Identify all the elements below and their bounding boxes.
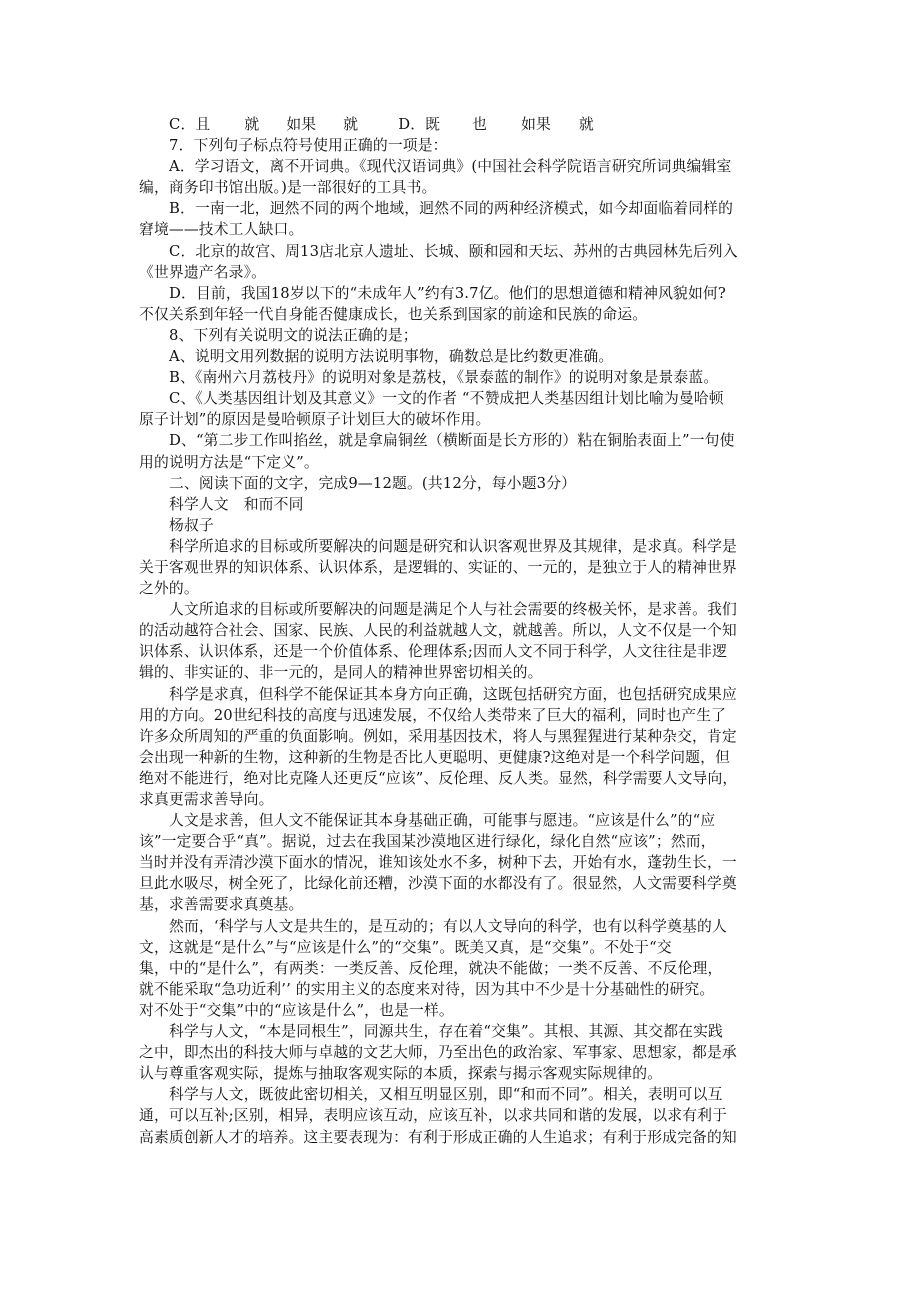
q6-option-d-word4: 就 xyxy=(578,116,594,133)
article-line: 用的方向。20世纪科技的高度与迅速发展，不仅给人类带来了巨大的福利，同时也产生了 xyxy=(139,706,727,724)
article-line: 许多众所周知的严重的负面影响。例如，采用基因技术，将人与黑猩猩进行某种杂交，肯定 xyxy=(139,727,737,745)
q8-stem: 8、下列有关说明文的说法正确的是； xyxy=(169,326,418,344)
q6-option-d-word3: 如果 xyxy=(521,116,551,133)
q8-option-c-cont: 原子计划”的原因是曼哈顿原子计划巨大的破坏作用。 xyxy=(139,411,491,429)
q6-option-d-word2: 也 xyxy=(472,116,488,133)
q7-option-d: D．目前，我国18岁以下的“未成年人”约有3.7亿。他们的思想道德和精神风貌如何? xyxy=(169,284,726,302)
article-line: 该”一定要合乎“真”。据说，过去在我国某沙漠地区进行绿化，绿化自然“应该”；然而， xyxy=(139,833,716,851)
article-line: 认与尊重客观实际，提炼与抽取客观实际的本质，探索与揭示客观实际规律的。 xyxy=(139,1065,663,1083)
article-paragraph-5: 然而，‘科学与人文是共生的，是互动的；有以人文导向的科学，也有以科学奠基的人 xyxy=(169,917,727,935)
q7-stem: 7．下列句子标点符号使用正确的一项是： xyxy=(169,137,448,155)
q8-option-d: D、“第二步工作叫掐丝，就是拿扁铜丝（横断面是长方形的）粘在铜胎表面上”一句使 xyxy=(169,432,735,450)
q8-option-d-cont: 用的说明方法是“下定义”。 xyxy=(139,453,319,471)
q7-option-c: C．北京的故宫、周13店北京人遗址、长城、颐和园和天坛、苏州的古典园林先后列入 xyxy=(169,242,738,260)
q6-option-c-word3: 如果 xyxy=(286,116,317,133)
article-line: 旦此水吸尽，树全死了，比绿化前还糟，沙漠下面的水都没有了。很显然，人文需要科学奠 xyxy=(139,875,737,893)
article-paragraph-4: 人文是求善，但人文不能保证其本身基础正确，可能事与愿违。“应该是什么”的“应 xyxy=(169,812,716,830)
q7-option-b: B．一南一北，迥然不同的两个地域，迥然不同的两种经济模式，如今却面临着同样的 xyxy=(169,200,734,218)
q8-option-a: A、说明文用列数据的说明方法说明事物，确数总是比约数更准确。 xyxy=(169,348,614,366)
article-title: 科学人文 和而不同 xyxy=(169,495,304,513)
q6-option-c-label: C．且 xyxy=(169,116,211,133)
article-line: 高素质创新人才的培养。这主要表现为：有利于形成正确的人生追求；有利于形成完备的知 xyxy=(139,1128,737,1146)
q7-option-c-cont: 《世界遗产名录》。 xyxy=(139,263,267,281)
article-line: 当时并没有弄清沙漠下面水的情况，谁知该处水不多，树种下去，开始有水，蓬勃生长，一 xyxy=(139,854,737,872)
article-line: 基，求善需要求真奠基。 xyxy=(139,896,304,914)
exam-text xyxy=(139,114,786,1148)
article-line: 就不能采取“急功近利’’ 的实用主义的态度来对待，因为其中不少是十分基础性的研究。 xyxy=(139,980,715,998)
section-heading: 二、阅读下面的文字，完成9—12题。(共12分，每小题3分） xyxy=(169,474,577,492)
q6-options-cd xyxy=(139,114,786,135)
q8-option-c: C、《人类基因组计划及其意义》一文的作者 “不赞成把人类基因组计划比喻为曼哈顿 xyxy=(169,390,724,408)
q8-option-b: B、《南州六月荔枝丹》的说明对象是荔枝，《景泰蓝的制作》的说明对象是景泰蓝。 xyxy=(169,369,719,387)
article-line: 通，可以互补;区别，相异，表明应该互动，应该互补，以求共同和谐的发展，以求有利于 xyxy=(139,1107,728,1125)
article-line: 会出现一种新的生物，这种新的生物是否比人更聪明、更健康?这绝对是一个科学问题，但 xyxy=(139,748,731,766)
article-paragraph-1: 科学所追求的目标或所要解决的问题是研究和认识客观世界及其规律，是求真。科学是 xyxy=(169,537,737,555)
article-line: 对不处于“交集”中的“应该是什么”，也是一样。 xyxy=(139,1001,454,1019)
article-line: 文，这就是“是什么”与“应该是什么”的“交集”。既美又真，是“交集”。不处于“交 xyxy=(139,938,672,956)
q6-option-c-word4: 就 xyxy=(343,116,359,133)
article-paragraph-7: 科学与人文，既彼此密切相关，又相互明显区别，即“和而不同”。相关，表明可以互 xyxy=(169,1086,723,1104)
article-line: 辑的、非实证的、非一元的，是同人的精神世界密切相关的。 xyxy=(139,664,543,682)
article-line: 求真更需求善导向。 xyxy=(139,791,274,808)
q7-option-d-cont: 不仅关系到年轻一代自身能否健康成长，也关系到国家的前途和民族的命运。 xyxy=(139,305,648,323)
article-line: 之外的。 xyxy=(139,580,199,598)
article-line: 绝对不能进行，绝对比克隆人还更反“应该”、反伦理、反人类。显然，科学需要人文导向， xyxy=(139,769,738,787)
article-paragraph-6: 科学与人文，“本是同根生”，同源共生，存在着“交集”。其根、其源、其交都在实践 xyxy=(169,1023,724,1041)
q7-option-b-cont: 窘境——技术工人缺口。 xyxy=(139,221,304,239)
q6-option-d-label: D．既 xyxy=(398,116,441,133)
article-line: 关于客观世界的知识体系、认识体系，是逻辑的、实证的、一元的，是独立于人的精神世界 xyxy=(139,558,737,576)
q7-option-a-cont: 编，商务印书馆出版。)是一部很好的工具书。 xyxy=(139,179,437,197)
article-author: 杨叔子 xyxy=(169,516,214,534)
article-paragraph-3: 科学是求真，但科学不能保证其本身方向正确，这既包括研究方面，也包括研究成果应 xyxy=(169,685,737,703)
q6-option-c-word2: 就 xyxy=(244,116,260,133)
article-line: 识体系、认识体系，还是一个价值体系、伦理体系;因而人文不同于科学，人文往往是非逻 xyxy=(139,643,728,661)
q7-option-a: A．学习语文，离不开词典。《现代汉语词典》(中国社会科学院语言研究所词典编辑室 xyxy=(169,158,732,176)
article-line: 之中，即杰出的科技大师与卓越的文艺大师，乃至出色的政治家、军事家、思想家，都是承 xyxy=(139,1044,737,1062)
article-line: 的活动越符合社会、国家、民族、人民的利益就越人文，就越善。所以，人文不仅是一个知 xyxy=(139,622,737,640)
article-line: 集，中的“是什么”，有两类：一类反善、反伦理，就决不能做；一类不反善、不反伦理， xyxy=(139,959,723,977)
article-paragraph-2: 人文所追求的目标或所要解决的问题是满足个人与社会需要的终极关怀，是求善。我们 xyxy=(169,601,737,619)
